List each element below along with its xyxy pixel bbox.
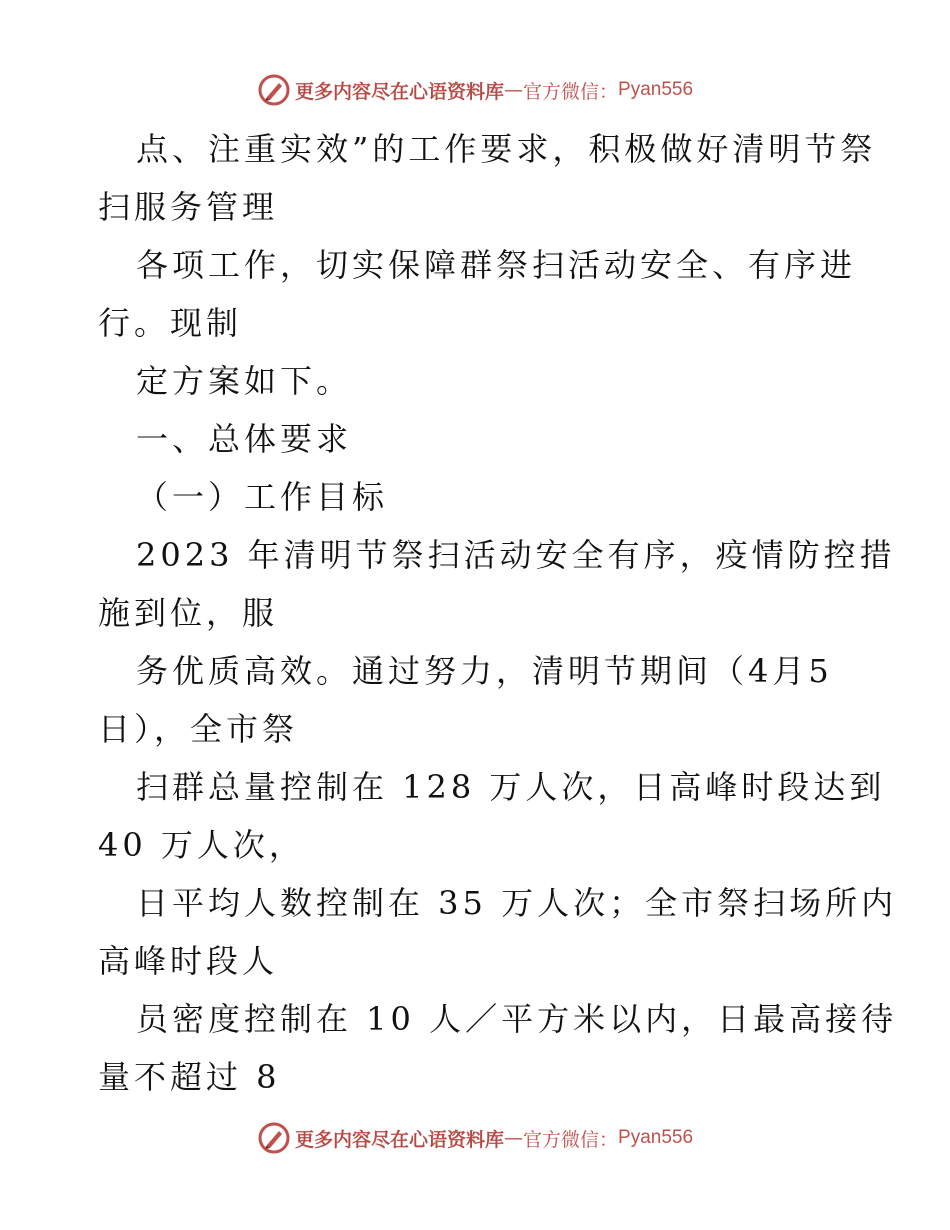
- banner-wechat-id: Pyan556: [618, 1127, 694, 1148]
- banner-dash: —: [503, 1127, 523, 1149]
- text-line: 定方案如下。: [136, 362, 353, 400]
- document-body: [98, 120, 898, 1106]
- text-line: 扫服务管理: [98, 188, 279, 226]
- text-line: 各项工作，切实保障群祭扫活动安全、有序进: [136, 246, 857, 284]
- text-line: 点、注重实效”的工作要求，积极做好清明节祭: [136, 130, 877, 168]
- banner-dash: —: [503, 79, 523, 101]
- text-line: 行。现制: [98, 304, 243, 342]
- text-line: 日平均人数控制在 35 万人次；全市祭扫场所内: [136, 884, 898, 922]
- pen-nib-logo-icon: [257, 73, 291, 107]
- text-line: 员密度控制在 10 人／平方米以内，日最高接待: [136, 1000, 898, 1038]
- text-line: 高峰时段人: [98, 942, 279, 980]
- text-line: 务优质高效。通过努力，清明节期间（4月5: [136, 652, 833, 690]
- subsection-heading: （一）工作目标: [136, 478, 389, 516]
- banner-wechat-label: 官方微信: [522, 80, 599, 103]
- section-heading: 一、总体要求: [136, 420, 353, 458]
- text-line: 施到位，服: [98, 594, 279, 632]
- banner-main-text: 更多内容尽在心语资料库: [294, 1128, 504, 1151]
- banner-wechat-label: 官方微信: [522, 1128, 599, 1151]
- text-line: 日），全市祭: [98, 710, 299, 748]
- text-line: 2023 年清明节祭扫活动安全有序，疫情防控措: [136, 536, 896, 574]
- header-watermark-banner: [0, 70, 950, 110]
- banner-separator: ：: [599, 80, 619, 103]
- text-line: 扫群总量控制在 128 万人次，日高峰时段达到: [136, 768, 886, 806]
- banner-wechat-id: Pyan556: [618, 79, 694, 100]
- text-line: 40 万人次，: [98, 826, 305, 864]
- pen-nib-logo-icon: [257, 1121, 291, 1155]
- text-line: 量不超过 8: [98, 1058, 281, 1096]
- footer-watermark-banner: [0, 1118, 950, 1158]
- banner-separator: ：: [599, 1128, 619, 1151]
- banner-main-text: 更多内容尽在心语资料库: [294, 80, 504, 103]
